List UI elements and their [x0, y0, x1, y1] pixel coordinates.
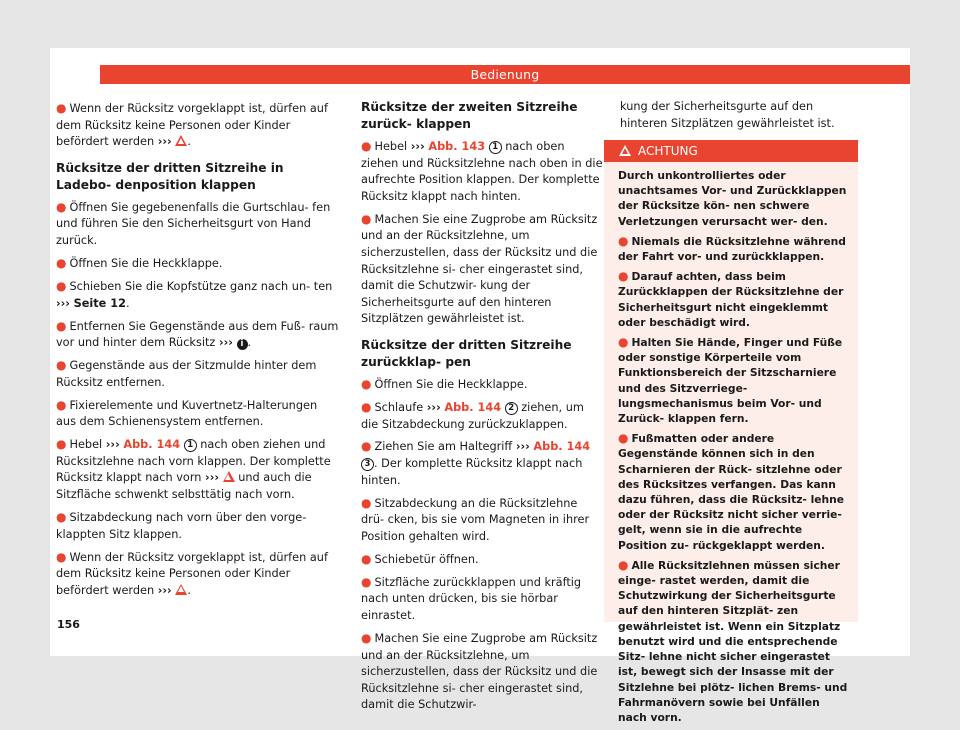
section-heading: Rücksitze der zweiten Sitzreihe zurück- klappen [361, 100, 578, 131]
arrow-ref: ››› [157, 135, 172, 149]
bullet-icon: ● [361, 376, 372, 391]
section-header: Bedienung [100, 65, 910, 84]
callout-number: 1 [184, 439, 197, 452]
list-item: ● Schieben Sie die Kopfstütze ganz nach un- ten ››› Seite 12. [56, 278, 333, 310]
list-item: ● Sitzabdeckung an die Rücksitzlehne drü- cken, bis sie vom Magneten in ihrer Position gehalten wird. [361, 495, 590, 543]
info-icon[interactable]: i [237, 339, 248, 350]
list-item: ● Öffnen Sie die Heckklappe. [361, 376, 528, 391]
warning-item: ● Alle Rücksitzlehnen müssen sicher einge- rastet werden, damit die Schutzwirkung der Sicherheitsgurte auf den hinteren Sitzplät- zen gewährleistet ist. Wenn ein Sitzplatz benutzt wird und die entsprechende Sitz- lehne nicht sicher eingerastet ist, bewegt sich der Insasse mit der Sitzlehne bei plötz- lichen Brems- und Fahrmanövern sowie bei Unfällen nach vorn. [618, 557, 848, 724]
bullet-icon: ● [56, 397, 67, 412]
warning-item: ● Darauf achten, dass beim Zurückklappen der Rücksitzlehne der Sicherheitsgurt nicht eingeklemmt oder beschädigt wird. [618, 269, 844, 329]
bullet-icon: ● [618, 431, 629, 446]
column-left [56, 100, 339, 605]
section-heading: Rücksitze der dritten Sitzreihe zurückklap- pen [361, 337, 572, 369]
page-number: 156 [57, 618, 80, 631]
list-item: ● Öffnen Sie die Heckklappe. [56, 255, 223, 270]
warning-intro: Durch unkontrolliertes oder unachtsames Vor- und Zurückklappen der Rücksitze kön- nen schwere Verletzungen verursacht wer- den. [618, 169, 847, 228]
callout-number: 2 [505, 402, 518, 415]
figure-link[interactable]: Abb. 144 [123, 438, 181, 452]
paragraph: kung der Sicherheitsgurte auf den hinteren Sitzplätzen gewährleistet ist. [620, 100, 835, 130]
bullet-icon: ● [361, 551, 372, 566]
bullet-icon: ● [361, 574, 372, 589]
bullet-icon: ● [56, 318, 67, 333]
arrow-ref: ››› [56, 296, 70, 310]
warning-triangle-icon [619, 145, 631, 156]
column-middle [361, 99, 603, 719]
section-heading: Rücksitze der dritten Sitzreihe in Ladebo- denposition klappen [56, 160, 284, 192]
bullet-icon: ● [56, 199, 67, 214]
arrow-ref: ››› [205, 471, 220, 485]
figure-link[interactable]: Abb. 144 [444, 400, 502, 414]
bullet-icon: ● [361, 399, 372, 414]
list-item: ● Machen Sie eine Zugprobe am Rücksitz und an der Rücksitzlehne, um sicherzustellen, dass der Rücksitz und die Rücksitzlehne si- cher eingerastet sind, damit die Schutzwir- kung der Sicherheitsgurte auf den hinteren Sitzplätzen gewährleistet ist. [361, 211, 598, 326]
column-right [620, 99, 858, 138]
bullet-icon: ● [618, 269, 629, 284]
warning-icon[interactable] [223, 471, 235, 482]
bullet-icon: ● [56, 255, 67, 270]
arrow-ref: ››› [105, 438, 120, 452]
bullet-icon: ● [56, 101, 67, 115]
bullet-icon: ● [56, 510, 67, 525]
bullet-icon: ● [361, 630, 372, 645]
bullet-icon: ● [361, 139, 372, 153]
list-item: ● Sitzabdeckung nach vorn über den vorge- klappten Sitz klappen. [56, 510, 307, 541]
list-item: ● Fixierelemente und Kuvertnetz-Halterungen aus dem Schienensystem entfernen. [56, 397, 318, 429]
bullet-icon: ● [56, 358, 67, 373]
list-item: ● Hebel ››› Abb. 143 1 nach oben ziehen und Rücksitzlehne nach oben in die aufrechte Position klappen. Der komplette Rücksitz klappt nach hinten. [361, 139, 603, 203]
warning-icon[interactable] [175, 584, 187, 595]
figure-link[interactable]: Abb. 143 [428, 140, 486, 153]
list-item: ● Gegenstände aus der Sitzmulde hinter dem Rücksitz entfernen. [56, 358, 317, 389]
list-item: ● Hebel ››› Abb. 144 1 nach oben ziehen und Rücksitzlehne nach vorn klappen. Der komplette Rücksitz klappt nach vorn ››› und auch die Sitzfläche schwenkt selbsttätig nach vorn. [56, 437, 331, 502]
bullet-icon: ● [618, 335, 629, 350]
arrow-ref: ››› [410, 140, 425, 153]
bullet-icon: ● [56, 278, 67, 293]
arrow-ref: ››› [218, 336, 233, 350]
warning-icon[interactable] [175, 135, 187, 146]
list-item: ● Schiebetür öffnen. [361, 551, 479, 566]
list-item: ● Machen Sie eine Zugprobe am Rücksitz und an der Rücksitzlehne, um sicherzustellen, dass der Rücksitz und die Rücksitzlehne si- cher eingerastet sind, damit die Schutzwir- [361, 630, 598, 712]
bullet-icon: ● [618, 233, 629, 248]
list-item: ● Öffnen Sie gegebenenfalls die Gurtschlau- fen und führen Sie den Sicherheitsgurt von Hand zurück. [56, 199, 331, 247]
bullet-icon: ● [618, 557, 629, 572]
warning-title: ACHTUNG [638, 144, 698, 158]
warning-item: ● Halten Sie Hände, Finger und Füße oder sonstige Körperteile vom Funktionsbereich der Sitzscharniere und des Sitzverriege- lungsmechanismus beim Vor- und Zurück- klappen fern. [618, 335, 843, 426]
figure-link[interactable]: Abb. 144 [533, 440, 591, 454]
list-item: ● Sitzfläche zurückklappen und kräftig nach unten drücken, bis sie hörbar einrastet. [361, 574, 582, 622]
arrow-ref: ››› [157, 583, 172, 597]
list-item: ● Wenn der Rücksitz vorgeklappt ist, dürfen auf dem Rücksitz keine Personen oder Kinder befördert werden ››› . [56, 549, 328, 597]
warning-header [604, 140, 858, 162]
bullet-icon: ● [361, 495, 372, 510]
warning-item: ● Fußmatten oder andere Gegenstände können sich in den Scharnieren der Rück- sitzlehne oder des Rücksitzes verfangen. Das kann dazu führen, dass die Rücksitz- lehne oder der Rücksitz nicht sicher verrie- gelt, wenn sie in die aufrechte Position zu- rückgeklappt werden. [618, 431, 844, 552]
callout-number: 3 [361, 458, 374, 471]
warning-body [618, 168, 852, 730]
list-item: ● Entfernen Sie Gegenstände aus dem Fuß- raum vor und hinter dem Rücksitz ››› i . [56, 318, 339, 350]
arrow-ref: ››› [515, 440, 530, 454]
arrow-ref: ››› [426, 400, 441, 414]
bullet-icon: ● [56, 549, 67, 564]
bullet-icon: ● [361, 211, 372, 226]
paragraph: ● Wenn der Rücksitz vorgeklappt ist, dürfen auf dem Rücksitz keine Personen oder Kinder befördert werden ››› . [56, 101, 328, 149]
callout-number: 1 [489, 141, 502, 154]
page-link[interactable]: Seite 12 [73, 296, 126, 310]
warning-item: ● Niemals die Rücksitzlehne während der Fahrt vor- und zurückklappen. [618, 233, 846, 264]
bullet-icon: ● [361, 439, 372, 454]
bullet-icon: ● [56, 437, 67, 452]
list-item: ● Ziehen Sie am Haltegriff ››› Abb. 144 3 . Der komplette Rücksitz klappt nach hinten. [361, 439, 591, 487]
list-item: ● Schlaufe ››› Abb. 144 2 ziehen, um die Sitzabdeckung zurückzuklappen. [361, 399, 584, 431]
warning-box [604, 140, 858, 724]
